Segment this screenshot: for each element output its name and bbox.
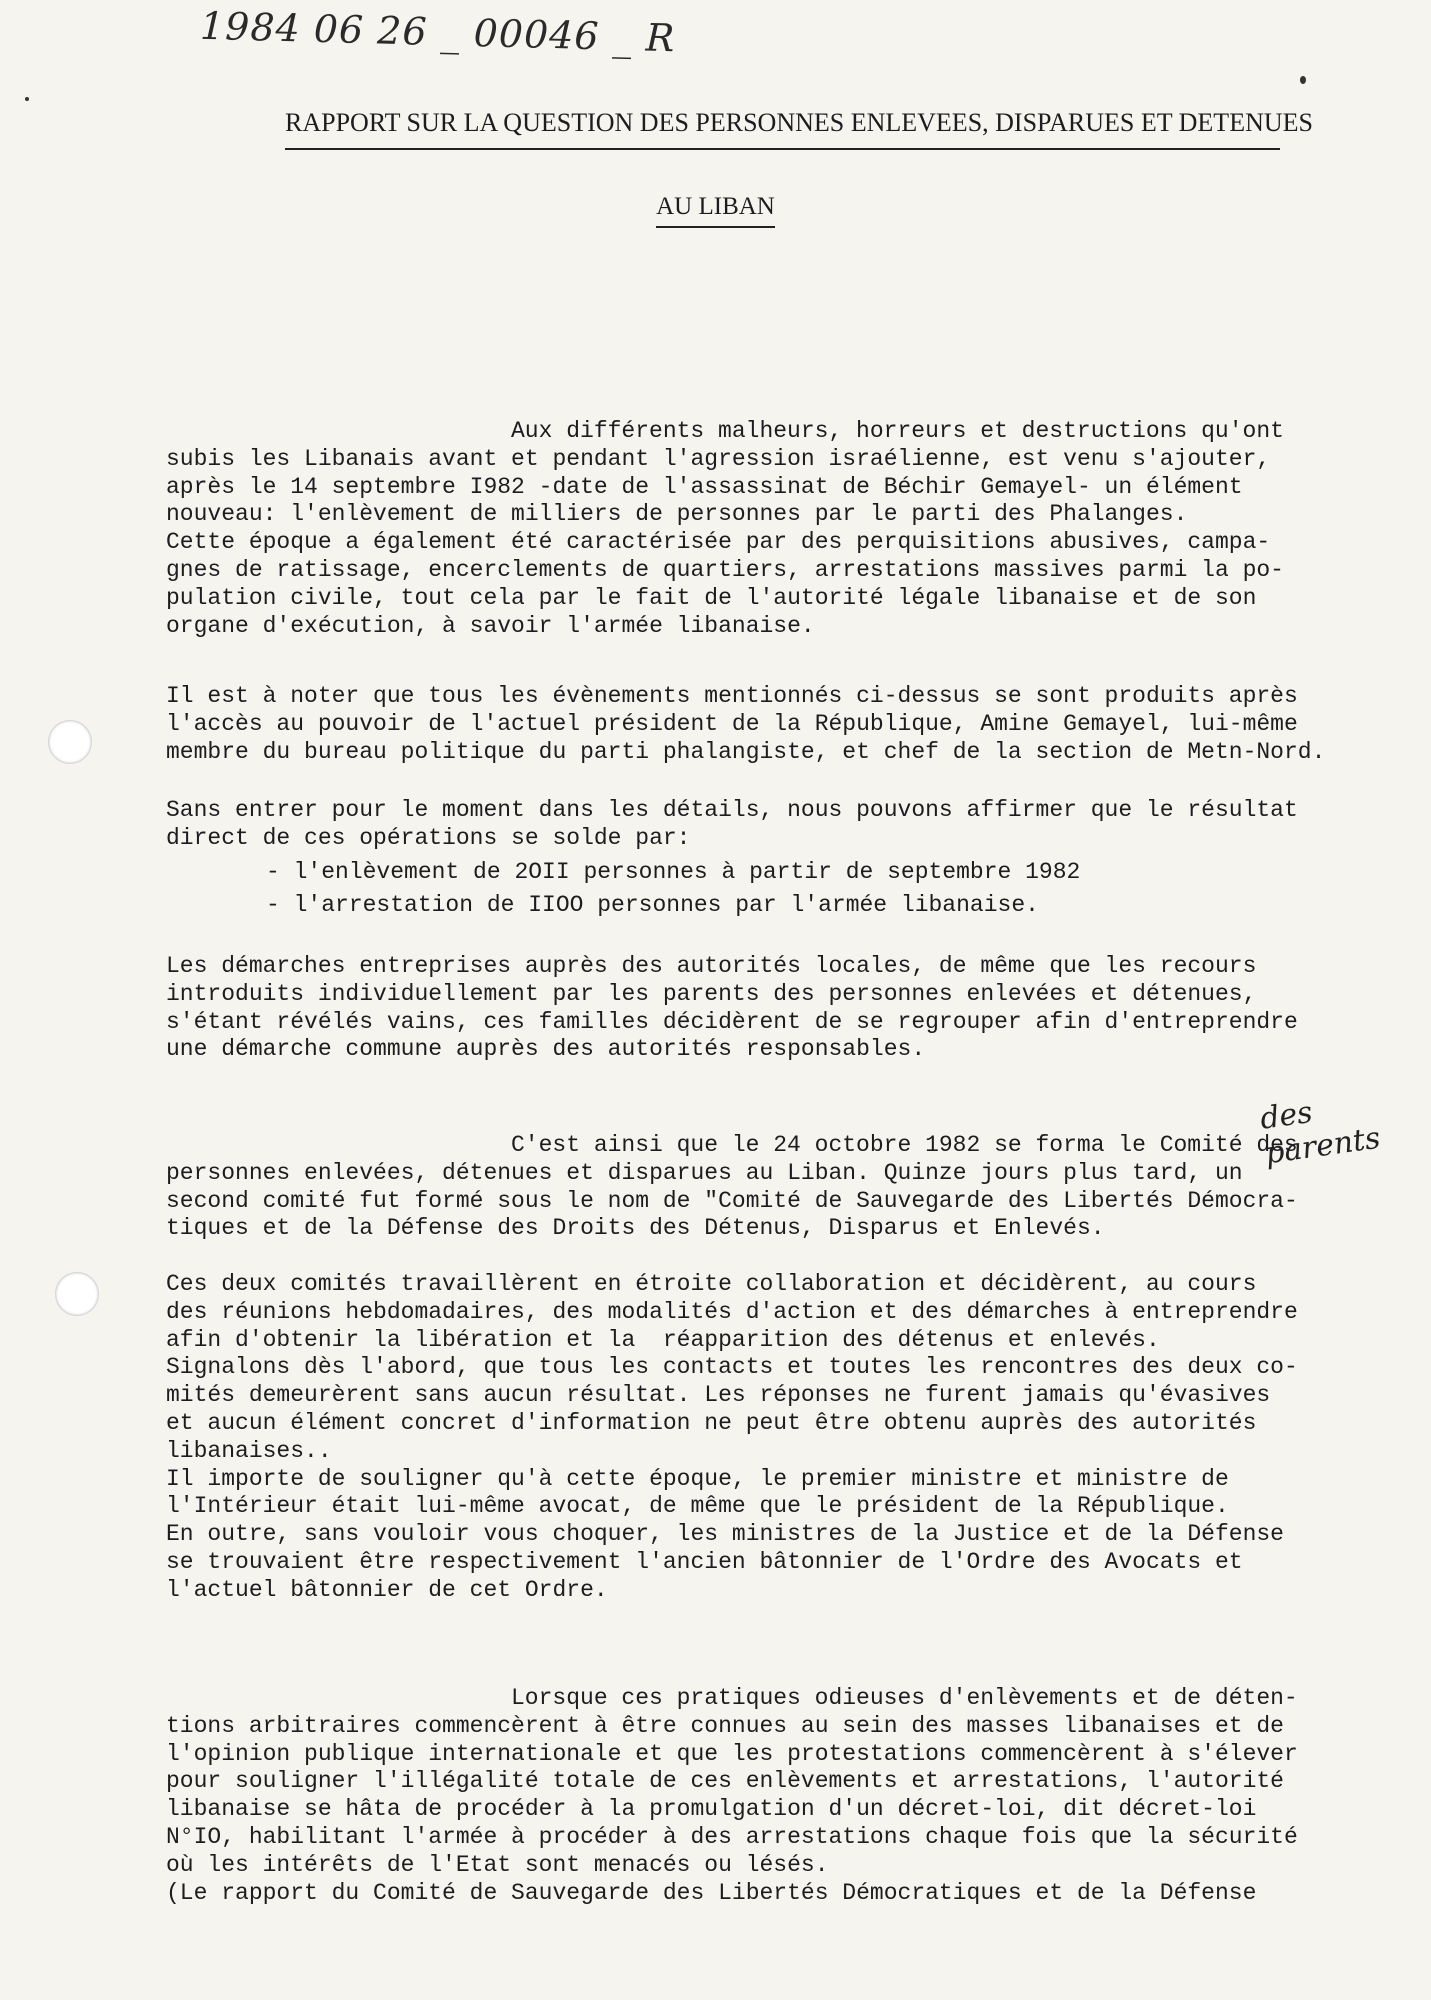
paragraph-line: et aucun élément concret d'information ne peut être obtenu auprès des autorités — [166, 1409, 1257, 1436]
ink-speck — [25, 97, 29, 101]
paragraph-line: Aux différents malheurs, horreurs et destructions qu'ont — [511, 418, 1284, 444]
paragraph-line: après le 14 septembre I982 -date de l'assassinat de Béchir Gemayel- un élément — [166, 473, 1243, 500]
document-subtitle — [0, 193, 1431, 221]
punch-hole-bottom — [55, 1272, 99, 1316]
list-item: - l'enlèvement de 2OII personnes à partir de septembre 1982 — [266, 858, 1081, 885]
paragraph-line: (Le rapport du Comité de Sauvegarde des Libertés Démocratiques et de la Défense — [166, 1879, 1257, 1906]
paragraph-line: se trouvaient être respectivement l'ancien bâtonnier de l'Ordre des Avocats et — [166, 1548, 1243, 1575]
paragraph-line: organe d'exécution, à savoir l'armée libanaise. — [166, 612, 815, 639]
paragraph-line: s'étant révélés vains, ces familles décidèrent de se regrouper afin d'entreprendre — [166, 1008, 1298, 1035]
paragraph-line: mités demeurèrent sans aucun résultat. Les réponses ne furent jamais qu'évasives — [166, 1382, 1271, 1409]
paragraph-7 — [166, 1685, 1381, 1907]
paragraph-line: introduits individuellement par les parents des personnes enlevées et détenues, — [166, 980, 1257, 1007]
paragraph-line: libanaises.. — [166, 1437, 332, 1464]
paragraph-line: Les démarches entreprises auprès des autorités locales, de même que les recours — [166, 953, 1257, 979]
paragraph-2 — [166, 683, 1381, 766]
paragraph-line: Lorsque ces pratiques odieuses d'enlèvements et de déten- — [511, 1685, 1298, 1711]
paragraph-line: personnes enlevées, détenues et disparues au Liban. Quinze jours plus tard, un — [166, 1159, 1243, 1186]
paragraph-line: libanaise se hâta de procéder à la promulgation d'un décret-loi, dit décret-loi — [166, 1796, 1257, 1823]
paragraph-line: second comité fut formé sous le nom de "Comité de Sauvegarde des Libertés Démocra- — [166, 1187, 1298, 1214]
paragraph-line: Signalons dès l'abord, que tous les contacts et toutes les rencontres des deux co- — [166, 1354, 1298, 1381]
paragraph-line: des réunions hebdomadaires, des modalités d'action et des démarches à entreprendre — [166, 1298, 1298, 1325]
paragraph-line: subis les Libanais avant et pendant l'agression israélienne, est venu s'ajouter, — [166, 445, 1271, 472]
paragraph-line: tions arbitraires commencèrent à être connues au sein des masses libanaises et de — [166, 1712, 1284, 1739]
paragraph-line: afin d'obtenir la libération et la réapparition des détenus et enlevés. — [166, 1326, 1160, 1353]
paragraph-line: Ces deux comités travaillèrent en étroite collaboration et décidèrent, au cours — [166, 1271, 1257, 1297]
paragraph-line: où les intérêts de l'Etat sont menacés ou lésés. — [166, 1851, 829, 1878]
subtitle-text: AU LIBAN — [656, 193, 775, 228]
paragraph-5 — [166, 1132, 1381, 1243]
paragraph-line: gnes de ratissage, encerclements de quartiers, arrestations massives parmi la po- — [166, 556, 1284, 583]
paragraph-line: membre du bureau politique du parti phalangiste, et chef de la section de Metn-Nord. — [166, 738, 1326, 765]
paragraph-line: Il est à noter que tous les évènements mentionnés ci-dessus se sont produits après — [166, 683, 1298, 709]
paragraph-line: l'Intérieur était lui-même avocat, de même que le président de la République. — [166, 1493, 1229, 1520]
paragraph-line: En outre, sans vouloir vous choquer, les ministres de la Justice et de la Défense — [166, 1521, 1284, 1548]
punch-hole-top — [48, 720, 92, 764]
paragraph-line: l'opinion publique internationale et que les protestations commencèrent à s'élever — [166, 1740, 1298, 1767]
paragraph-line: C'est ainsi que le 24 octobre 1982 se forma le Comité des — [511, 1132, 1298, 1158]
document-title: RAPPORT SUR LA QUESTION DES PERSONNES ENLEVEES, DISPARUES ET DETENUES — [285, 108, 1280, 150]
paragraph-line: pulation civile, tout cela par le fait de l'autorité légale libanaise et de son — [166, 584, 1257, 611]
handwritten-annotation: des parents — [1257, 1094, 1383, 1172]
paragraph-line: N°IO, habilitant l'armée à procéder à des arrestations chaque fois que la sécurité — [166, 1823, 1298, 1850]
paragraph-line: pour souligner l'illégalité totale de ces enlèvements et arrestations, l'autorité — [166, 1768, 1284, 1795]
paragraph-line: nouveau: l'enlèvement de milliers de personnes par le parti des Phalanges. — [166, 501, 1188, 528]
paragraph-line: tiques et de la Défense des Droits des Détenus, Disparus et Enlevés. — [166, 1215, 1105, 1242]
ink-speck — [1300, 76, 1306, 84]
paragraph-6 — [166, 1271, 1381, 1605]
archive-reference: 1984 06 26 _ 00046 _ R — [199, 3, 676, 61]
paragraph-line: l'actuel bâtonnier de cet Ordre. — [166, 1576, 608, 1603]
paragraph-line: Sans entrer pour le moment dans les détails, nous pouvons affirmer que le résultat — [166, 797, 1298, 823]
paragraph-line: l'accès au pouvoir de l'actuel président de la République, Amine Gemayel, lui-même — [166, 710, 1298, 737]
paragraph-4 — [166, 953, 1381, 1064]
paragraph-line: Cette époque a également été caractérisée par des perquisitions abusives, campa- — [166, 529, 1271, 556]
paragraph-line: Il importe de souligner qu'à cette époque, le premier ministre et ministre de — [166, 1465, 1229, 1492]
paragraph-line: direct de ces opérations se solde par: — [166, 824, 691, 851]
paragraph-1 — [166, 418, 1381, 640]
list-item: - l'arrestation de IIOO personnes par l'armée libanaise. — [266, 892, 1039, 919]
paragraph-3 — [166, 797, 1381, 920]
paragraph-line: une démarche commune auprès des autorités responsables. — [166, 1036, 926, 1063]
